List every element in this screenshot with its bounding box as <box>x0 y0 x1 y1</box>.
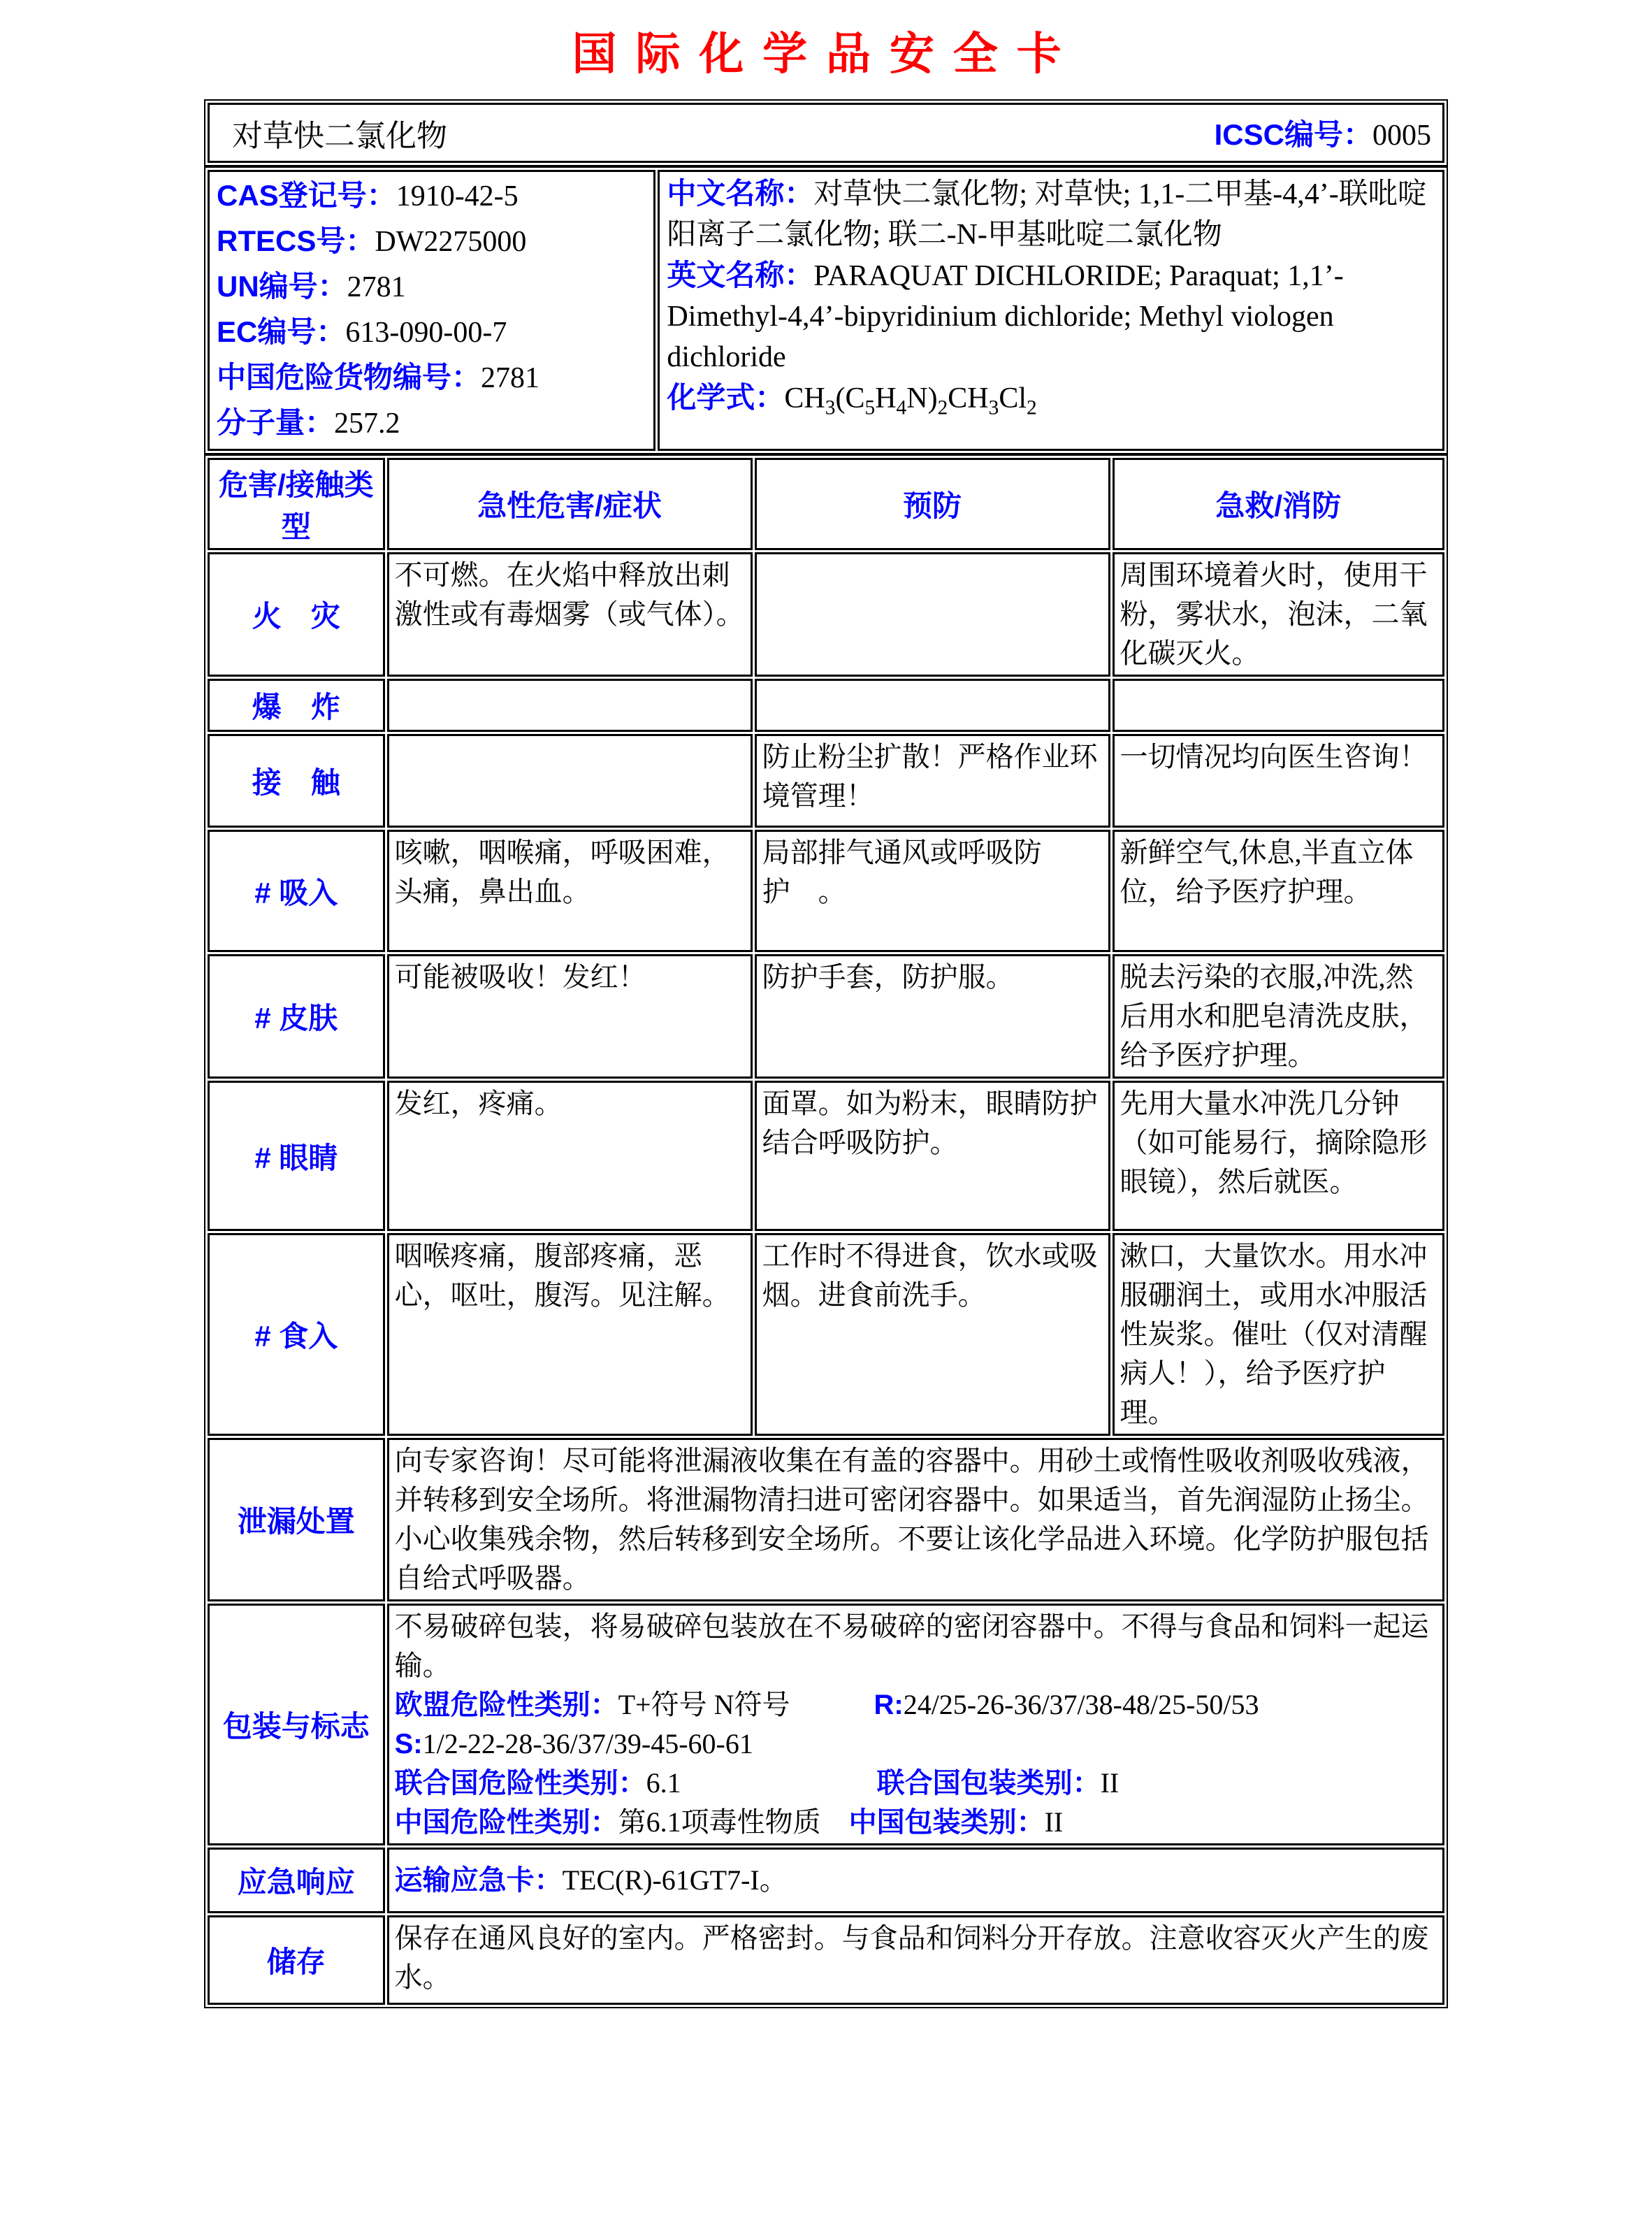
header-hazard-type: 危害/接触类型 <box>208 458 385 550</box>
prevention-cell: 工作时不得进食，饮水或吸烟。进食前洗手。 <box>755 1233 1110 1436</box>
identifier-value: 613-090-00-7 <box>345 317 507 349</box>
section-row-emergency <box>208 1848 1444 1913</box>
section-label: 应急响应 <box>208 1848 385 1913</box>
hazard-type-cell: # 吸入 <box>208 830 385 952</box>
identifiers-table <box>204 166 1448 454</box>
firstaid-cell <box>1113 679 1444 732</box>
hazard-type-cell: # 食入 <box>208 1233 385 1436</box>
section-label: 储存 <box>208 1915 385 2005</box>
symptoms-cell: 咽喉疼痛，腹部疼痛，恶心，呕吐，腹泻。见注解。 <box>387 1233 753 1436</box>
section-label: 泄漏处置 <box>208 1438 385 1601</box>
page-title: 国际化学品安全卡 <box>572 29 1080 79</box>
header-prevention: 预防 <box>755 458 1110 550</box>
chemical-name: 对草快二氯化物 <box>232 119 447 153</box>
hazard-row-fire <box>208 552 1444 677</box>
identifier-china-dg <box>217 355 646 401</box>
firstaid-cell: 新鲜空气,休息,半直立体位，给予医疗护理。 <box>1113 830 1444 952</box>
name-row <box>208 103 1444 163</box>
section-label: 包装与标志 <box>208 1604 385 1845</box>
prevention-cell: 面罩。如为粉末，眼睛防护结合呼吸防护。 <box>755 1081 1110 1231</box>
firstaid-cell: 脱去污染的衣服,冲洗,然后用水和肥皂清洗皮肤，给予医疗护理。 <box>1113 954 1444 1079</box>
name-table <box>204 99 1448 166</box>
identifier-rtecs <box>217 219 646 264</box>
prevention-cell: 局部排气通风或呼吸防护 。 <box>755 830 1110 952</box>
firstaid-cell: 漱口，大量饮水。用水冲服硼润土，或用水冲服活性炭浆。催吐（仅对清醒病人！），给予医疗护理。 <box>1113 1233 1444 1436</box>
identifier-label: EC编号： <box>217 315 346 348</box>
icsc-number: 0005 <box>1372 120 1431 152</box>
symptoms-cell: 可能被吸收！发红！ <box>387 954 753 1079</box>
identifier-label: CAS登记号： <box>217 179 396 212</box>
icsc-number-field <box>1215 112 1435 154</box>
hazard-row-explosion <box>208 679 1444 732</box>
identifier-label: UN编号： <box>217 270 347 303</box>
identifier-value: 2781 <box>347 271 406 303</box>
symptoms-cell: 咳嗽，咽喉痛，呼吸困难，头痛，鼻出血。 <box>387 830 753 952</box>
hazard-row-eyes <box>208 1081 1444 1231</box>
hazard-type-cell: # 皮肤 <box>208 954 385 1079</box>
identifiers-row <box>208 170 1444 451</box>
hazard-row-skin <box>208 954 1444 1079</box>
section-content-spill: 向专家咨询！尽可能将泄漏液收集在有盖的容器中。用砂土或惰性吸收剂吸收残液，并转移到安全场所。将泄漏物清扫进可密闭容器中。如果适当，首先润湿防止扬尘。小心收集残余物，然后转移到安全场所。不要让该化学品进入环境。化学防护服包括自给式呼吸器。 <box>387 1438 1444 1601</box>
prevention-cell <box>755 552 1110 677</box>
section-content-packaging: 不易破碎包装，将易破碎包装放在不易破碎的密闭容器中。不得与食品和饲料一起运输。 欧盟危险性类别：T+符号 N符号 R:24/25-26-36/37/38-48/25-50/53 S:1/2-22-28-36/37/39-45-60-61 联合国危险性类别：6.1 联合国包装类别：II 中国危险性类别：第6.1项毒性物质 中国包装类别：II <box>387 1604 1444 1845</box>
firstaid-cell: 先用大量水冲洗几分钟（如可能易行，摘除隐形眼镜），然后就医。 <box>1113 1081 1444 1231</box>
name-cell <box>208 103 1444 163</box>
section-content-storage: 保存在通风良好的室内。严格密封。与食品和饲料分开存放。注意收容灭火产生的废水。 <box>387 1915 1444 2005</box>
hazard-row-ingestion <box>208 1233 1444 1436</box>
header-symptoms: 急性危害/症状 <box>387 458 753 550</box>
prevention-cell <box>755 679 1110 732</box>
firstaid-cell: 周围环境着火时，使用干粉，雾状水，泡沫，二氧化碳灭火。 <box>1113 552 1444 677</box>
identifier-mol-weight <box>217 401 646 446</box>
hazard-table <box>204 454 1448 2008</box>
hazard-type-cell: 接 触 <box>208 734 385 828</box>
identifier-label: 中国危险货物编号： <box>217 361 481 394</box>
identifier-ec <box>217 310 646 355</box>
identifiers-cell <box>208 170 655 451</box>
icsc-label: ICSC编号： <box>1214 118 1372 151</box>
identifier-value: 1910-42-5 <box>396 180 519 213</box>
hazard-row-exposure <box>208 734 1444 828</box>
identifier-cas <box>217 173 646 219</box>
symptoms-cell <box>387 679 753 732</box>
identifier-value: 2781 <box>481 362 540 394</box>
symptoms-cell <box>387 734 753 828</box>
hazard-type-cell: 爆 炸 <box>208 679 385 732</box>
identifier-value: DW2275000 <box>375 226 527 258</box>
identifier-un <box>217 264 646 310</box>
prevention-cell: 防止粉尘扩散！严格作业环境管理！ <box>755 734 1110 828</box>
identifier-label: 分子量： <box>217 406 335 439</box>
names-cell: 中文名称：对草快二氯化物; 对草快; 1,1-二甲基-4,4’-联吡啶阳离子二氯化物; 联二-N-甲基吡啶二氯化物 英文名称：PARAQUAT DICHLORIDE; Paraquat; 1,1’-Dimethyl-4,4’-bipyridinium dichloride; Methyl viologen dichloride 化学式：$CH_3(C_5H_4N)_2CH_3Cl_2$ <box>658 170 1444 451</box>
section-row-packaging <box>208 1604 1444 1845</box>
section-row-spill <box>208 1438 1444 1601</box>
hazard-row-inhalation <box>208 830 1444 952</box>
icsc-card <box>204 99 1448 2008</box>
prevention-cell: 防护手套，防护服。 <box>755 954 1110 1079</box>
identifier-label: RTECS号： <box>217 224 375 257</box>
symptoms-cell: 发红，疼痛。 <box>387 1081 753 1231</box>
hazard-type-cell: 火 灾 <box>208 552 385 677</box>
identifier-value: 257.2 <box>334 408 400 440</box>
hazard-header-row <box>208 458 1444 550</box>
section-content-emergency: 运输应急卡：TEC(R)-61GT7-I。 <box>387 1848 1444 1913</box>
symptoms-cell: 不可燃。在火焰中释放出刺激性或有毒烟雾（或气体）。 <box>387 552 753 677</box>
hazard-type-cell: # 眼睛 <box>208 1081 385 1231</box>
firstaid-cell: 一切情况均向医生咨询！ <box>1113 734 1444 828</box>
header-firstaid: 急救/消防 <box>1113 458 1444 550</box>
section-row-storage <box>208 1915 1444 2005</box>
